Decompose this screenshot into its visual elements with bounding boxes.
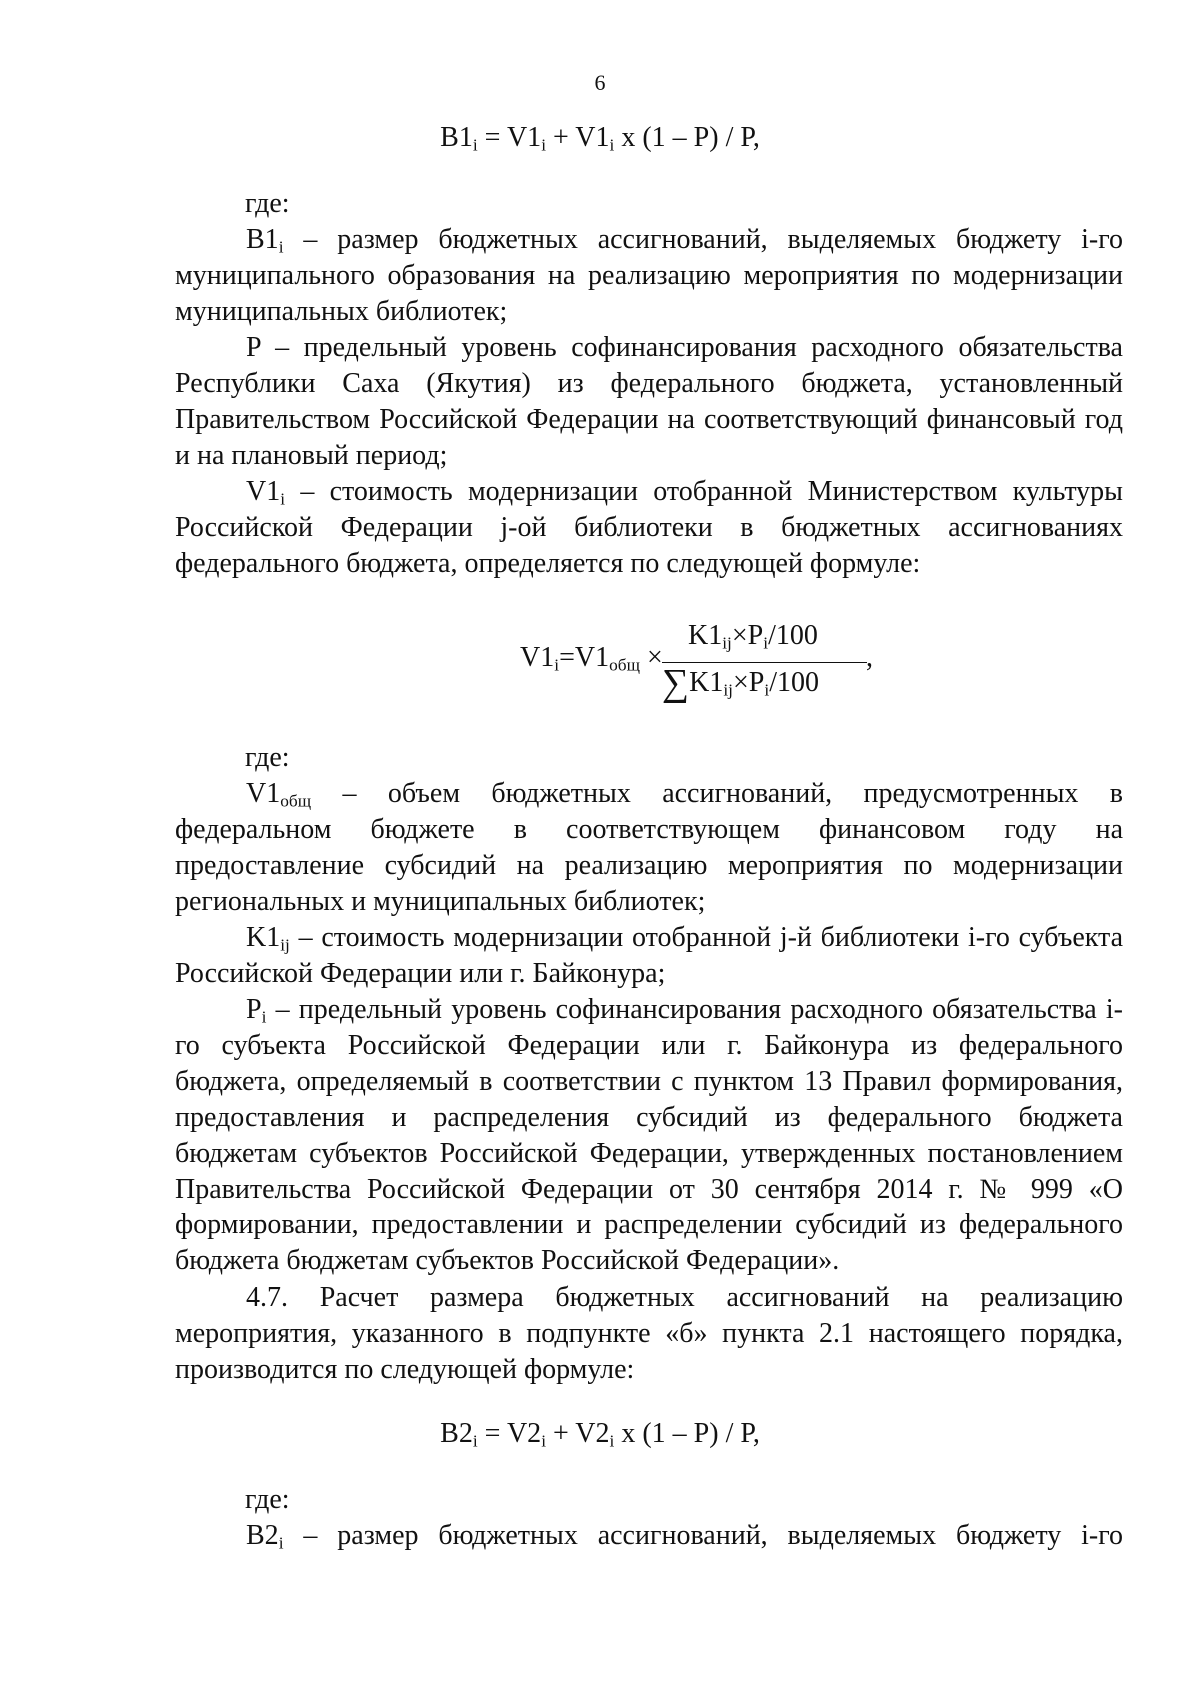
gde-label: где: xyxy=(245,1484,290,1515)
gde-label: где: xyxy=(245,188,290,219)
sum-sign: ∑ xyxy=(662,662,690,704)
fraction-numerator: $K1_{ij}\times P_i/100$ xyxy=(688,620,818,653)
definition-pi: $P_i$ – предельный уровень софинансирования расходного обязательства i-го субъекта Российской Федерации или г. Байконура из федерального бюджета, определяемый в соответствии с пунктом 13 Правил формирования, предоставления и распределения субсидий из федерального бюджета бюджетам субъектов Российской Федерации, утвержденных постановлением Правительства Российской Федерации от 30 сентября 2014 г. № 999 «О формировании, предоставлении и распределении субсидий из федерального бюджета бюджетам субъектов Российской Федерации». xyxy=(175,994,1123,1277)
definition-v1-obsh-cont: предоставление субсидий на реализацию мероприятия по модернизации региональных и муниципальных библиотек; xyxy=(175,850,1123,917)
formula-v1-lhs: $V1_i=V1_{общ}$ xyxy=(520,642,640,675)
multiply-sign: × xyxy=(647,642,663,673)
gde-label: где: xyxy=(245,742,290,773)
formula-b1-lhs: B1 xyxy=(440,122,473,153)
formula-b1: $B1_i = V1_i + V1_i$ x (1 – P) / P, xyxy=(440,122,760,155)
definition-p: P – предельный уровень софинансирования расходного обязательства Республики Саха (Якутия) из федерального бюджета, установленный Правительством Российской Федерации на соответствующий финансовый год и на плановый период; xyxy=(175,332,1123,471)
fraction-bar xyxy=(662,662,867,663)
formula-v1-fraction: $V1_i=V1_{общ}$ × $K1_{ij}\times P_i/100$ $\sum K1_{ij}\times P_i/100$ , xyxy=(520,620,873,704)
paragraph-4-7: 4.7. Расчет размера бюджетных ассигнований на реализацию мероприятия, указанного в подпункте «б» пункта 2.1 настоящего порядка, производится по следующей формуле: xyxy=(175,1282,1123,1385)
definition-v1-obsh: $V1_{общ}$ – объем бюджетных ассигнований, предусмотренных в федеральном бюджете в соответствующем финансовом году на xyxy=(175,778,1123,845)
fraction-denominator: $\sum K1_{ij}\times P_i/100$ xyxy=(662,662,819,704)
definition-b2: $B2_i$ – размер бюджетных ассигнований, выделяемых бюджету i-го xyxy=(246,1520,1123,1553)
page-number: 6 xyxy=(594,70,606,95)
definition-k1: $K1_{ij}$ – стоимость модернизации отобранной j-й библиотеки i-го субъекта Российской Федерации или г. Байконура; xyxy=(175,922,1123,989)
formula-b2: $B2_i = V2_i + V2_i$ x (1 – P) / P, xyxy=(440,1418,760,1451)
definition-v1: $V1_i$ – стоимость модернизации отобранной Министерством культуры Российской Федерации j-ой библиотеки в бюджетных ассигнованиях федерального бюджета, определяется по следующей формуле: xyxy=(175,476,1123,579)
definition-b1: $B1_i$ – размер бюджетных ассигнований, выделяемых бюджету i-го муниципального образования на реализацию мероприятия по модернизации муниципальных библиотек; xyxy=(175,224,1123,327)
